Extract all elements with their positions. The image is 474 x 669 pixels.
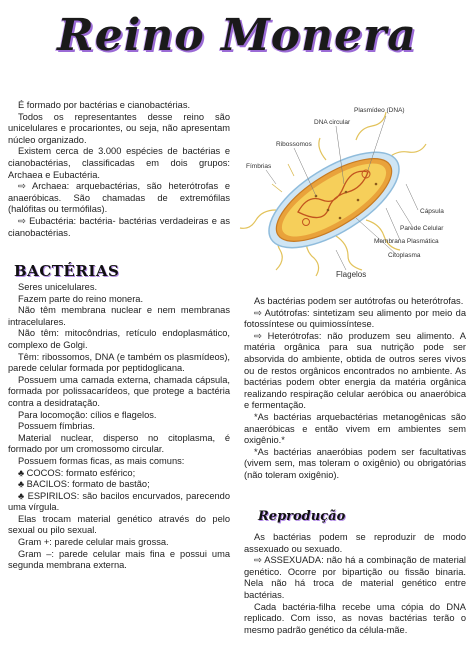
list-item: Possuem fímbrias. xyxy=(18,421,95,432)
label-parede: Parede Celular xyxy=(400,225,444,232)
intro-text xyxy=(8,100,230,239)
list-item: ♣ COCOS: formato esférico; xyxy=(18,467,136,478)
leader-line xyxy=(356,218,396,254)
intro-line: ⇨ Eubactéria: bactéria- bactérias verdadeiras e as cianobactérias. xyxy=(8,215,230,238)
fimbria xyxy=(288,164,294,176)
intro-line: Existem cerca de 3.000 espécies de bactérias e cianobactérias, classificadas em dois grupos: Archaea e Eubactéria. xyxy=(8,146,230,180)
list-item: Material nuclear, disperso no citoplasma, é formado por um cromossomo circular. xyxy=(8,432,230,455)
fimbria xyxy=(272,184,282,192)
label-flagelos: Flagelos xyxy=(336,270,367,279)
label-plasmideo: Plasmídeo (DNA) xyxy=(354,107,405,114)
list-item: Possuem formas ficas, as mais comuns: xyxy=(18,455,185,466)
flagellum xyxy=(336,236,362,270)
paragraph: ⇨ Heterótrofas: não produzem seu alimento. A matéria orgânica para sua nutrição pode ser absorvida do ambiente, obtida de outros seres vivos ou de restos orgânicos encontrados no ambiente. As bactérias podem obter energia da matéria orgânica realizando respiração celular aeróbica ou anaeróbica e fermentação. xyxy=(244,330,466,411)
paragraph: ⇨ ASSEXUADA: não há a combinação de material genético. Ocorre por bipartição ou fissão binaria. Nela não há troca de material genético entre bactérias. xyxy=(244,555,466,600)
list-item: ♣ BACILOS: formato de bastão; xyxy=(18,479,150,490)
intro-line: Todos os representantes desse reino são unicelulares e procariontes, ou seja, não apresentam núcleo organizado. xyxy=(8,111,230,145)
paragraph: As bactérias podem se reproduzir de modo assexuado ou sexuado. xyxy=(244,532,466,554)
flagellum xyxy=(319,138,326,160)
list-item: Não têm: mitocôndrias, retículo endoplasmático, complexo de Golgi. xyxy=(8,328,230,350)
list-item: Para locomoção: cílios e flagelos. xyxy=(18,409,157,420)
leader-line xyxy=(406,184,418,210)
nutrition-text xyxy=(244,296,466,482)
list-item: Elas trocam material genético através do pelo sexual ou pilo sexual. xyxy=(8,513,230,536)
ribosome xyxy=(345,191,348,194)
reproducao-heading: Reprodução xyxy=(258,509,346,524)
list-item: Não têm membrana nuclear e nem membranas intracelulares. xyxy=(8,305,230,327)
list-item: ♣ ESPIRILOS: são bacilos encurvados, parecendo uma vírgula. xyxy=(8,490,230,513)
label-dna: DNA circular xyxy=(314,119,351,126)
bacterias-list xyxy=(8,282,230,572)
list-item: Gram +: parede celular mais grossa. xyxy=(18,537,169,548)
leader-line xyxy=(396,200,412,226)
list-item: Fazem parte do reino monera. xyxy=(18,293,144,304)
list-item: Possuem uma camada externa, chamada cápsula, formada por polissacarídeos, que protege a bactéria contra a desidratação. xyxy=(8,374,230,408)
paragraph: *As bactérias arquebactérias metanogênicas são anaeróbicas e então vivem em ambientes sem oxigênio.* xyxy=(244,411,466,446)
intro-line: ⇨ Archaea: arquebactérias, são heterótrofas e anaeróbicas. São chamadas de extremófilas (halófitas ou termófilas). xyxy=(8,181,230,215)
page-title: Reino Monera xyxy=(57,10,417,61)
bacterias-heading: BACTÉRIAS xyxy=(14,262,120,280)
leader-line xyxy=(386,208,400,240)
label-fimbrias: Fímbrias xyxy=(246,163,272,170)
ribosome xyxy=(375,183,378,186)
bacteria-diagram xyxy=(236,100,470,280)
leader-line xyxy=(266,170,276,184)
list-item: Gram –: parede celular mais fina e possui uma segunda membrana externa. xyxy=(8,548,230,571)
intro-line: É formado por bactérias e cianobactérias. xyxy=(18,100,191,110)
list-item: Têm: ribossomos, DNA (e também os plasmídeos), parede celular formada por peptidoglicana. xyxy=(8,351,230,374)
label-membrana: Membrana Plasmática xyxy=(374,238,439,245)
flagellum xyxy=(356,112,386,140)
paragraph: ⇨ Autótrofas: sintetizam seu alimento por meio da fotossíntese ou quimiossíntese. xyxy=(244,307,466,330)
ribosome xyxy=(339,217,342,220)
ribosome xyxy=(357,199,360,202)
ribosome xyxy=(327,209,330,212)
list-item: Seres unicelulares. xyxy=(18,282,98,292)
flagellum xyxy=(366,220,400,250)
leader-line xyxy=(336,250,346,270)
paragraph: *As bactérias anaeróbias podem ser facultativas (vivem sem, mas toleram o oxigênio) ou obrigatórias (não toleram oxigênio). xyxy=(244,446,466,480)
paragraph: As bactérias podem ser autótrofas ou heterótrofas. xyxy=(254,296,464,306)
label-capsula: Cápsula xyxy=(420,208,444,215)
label-citoplasma: Citoplasma xyxy=(388,252,421,259)
reproducao-text xyxy=(244,532,466,636)
paragraph: Cada bactéria-filha recebe uma cópia do DNA replicado. Com isso, as novas bactérias terão o mesmo padrão genético da célula-mãe. xyxy=(244,601,466,635)
label-ribossomos: Ribossomos xyxy=(276,141,312,148)
